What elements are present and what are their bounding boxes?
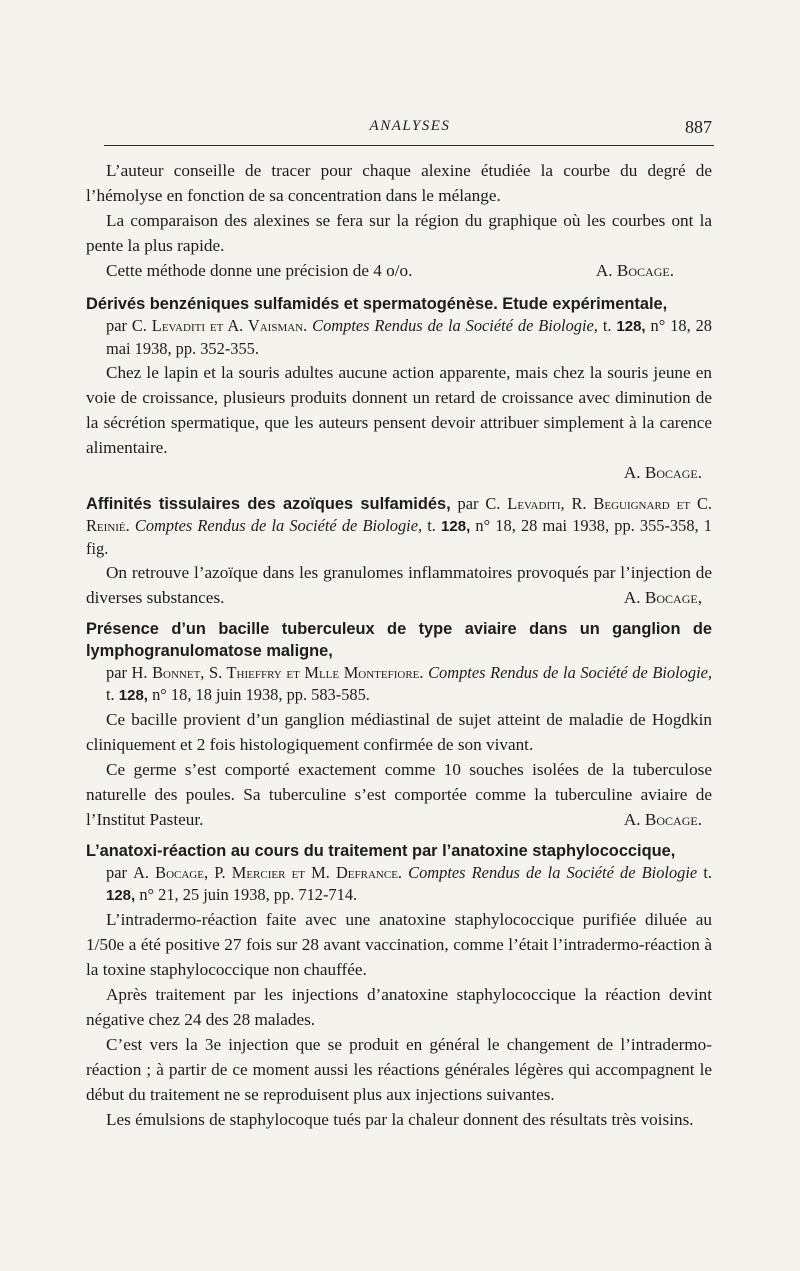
volume-prefix: t. <box>602 316 612 335</box>
article-paragraph-with-signature <box>86 757 712 832</box>
journal-name: Comptes Rendus de la Société de Biologie, <box>428 663 712 682</box>
article <box>86 293 712 485</box>
header-rule <box>104 145 714 146</box>
journal-name: Comptes Rendus de la Société de Biologie, <box>312 316 598 335</box>
article-authors: H. Bonnet, S. Thieffry et Mlle Montefiore. <box>131 663 424 682</box>
volume-prefix: t. <box>703 863 712 882</box>
ref-prefix: par <box>106 863 127 882</box>
article-paragraph: On retrouve l’azoïque dans les granulomes inflammatoires provoqués par l’injection de diverses substances. <box>86 563 712 607</box>
article-paragraph: Les émulsions de staphylocoque tués par la chaleur donnent des résultats très voisins. <box>106 1110 694 1129</box>
article-authors: C. Levaditi et A. Vaisman. <box>131 316 308 335</box>
article-authors: C. Levaditi, R. Beguignard et C. Reinié. <box>86 494 712 535</box>
volume-number: 128, <box>106 887 136 904</box>
volume-number: 128, <box>441 518 471 535</box>
intro-paragraph: La comparaison des alexines se fera sur la région du graphique où les courbes ont la pente la plus rapide. <box>86 211 712 255</box>
signature: A. Bocage. <box>595 261 674 280</box>
intro-paragraph-with-signature <box>86 258 712 283</box>
signature: A. Bocage, <box>623 588 702 607</box>
ref-prefix: par <box>106 316 127 335</box>
article-title: L’anatoxi-réaction au cours du traitement par l’anatoxine staphylococcique, <box>86 842 676 860</box>
article-title: Dérivés benzéniques sulfamidés et spermatogénèse. Etude expérimentale, <box>86 295 668 313</box>
page-content <box>86 158 712 1132</box>
article <box>86 618 712 832</box>
article-paragraph: Chez le lapin et la souris adultes aucune action apparente, mais chez la souris jeune en voie de croissance, plusieurs produits donnent un retard de croissance avec diminution de la sécrétion spermatique, que les auteurs pensent devoir attribuer simplement à la carence alimentaire. <box>86 363 712 457</box>
article <box>86 493 712 610</box>
article-reference <box>86 315 712 360</box>
reference-details: n° 21, 25 juin 1938, pp. 712-714. <box>139 885 358 904</box>
volume-number: 128, <box>616 318 646 335</box>
reference-details: n° 18, 18 juin 1938, pp. 583-585. <box>152 685 370 704</box>
volume-prefix: t. <box>427 516 436 535</box>
signature: A. Bocage. <box>623 810 702 829</box>
article-paragraph-with-signature <box>86 560 712 610</box>
page-number: 887 <box>685 117 712 137</box>
article-paragraph: L’intradermo-réaction faite avec une anatoxine staphylococcique purifiée diluée au 1/50e a été positive 27 fois sur 28 avant vaccination, comme l’était l’intradermo-réaction à la toxine staphylococcique non chauffée. <box>86 910 712 979</box>
running-title: ANALYSES <box>369 118 451 134</box>
article <box>86 840 712 1132</box>
article-paragraph: Ce bacille provient d’un ganglion médiastinal de sujet atteint de maladie de Hogdkin cliniquement et 2 fois histologiquement confirmée de son vivant. <box>86 710 712 754</box>
article-reference <box>86 662 712 707</box>
article-title: Affinités tissulaires des azoïques sulfamidés, <box>86 495 451 513</box>
intro-paragraph-text: Cette méthode donne une précision de 4 o/o. <box>106 261 413 280</box>
volume-prefix: t. <box>106 685 115 704</box>
article-reference <box>86 493 712 560</box>
intro-paragraph: L’auteur conseille de tracer pour chaque alexine étudiée la courbe du degré de l’hémolyse en fonction de sa concentration dans le mélange. <box>86 161 712 205</box>
signature: A. Bocage. <box>623 463 702 482</box>
article-reference <box>86 862 712 907</box>
journal-name: Comptes Rendus de la Société de Biologie <box>408 863 698 882</box>
article-title: Présence d’un bacille tuberculeux de type aviaire dans un ganglion de lymphogranulomatose maligne, <box>86 620 712 660</box>
article-paragraph: C’est vers la 3e injection que se produit en général le changement de l’intradermo-réaction ; à partir de ce moment aussi les réactions générales légères qui accompagnent le début du traitement ne se reproduisent plus aux injections suivantes. <box>86 1035 712 1104</box>
reference-details: n° 18, 28 mai 1938, pp. 352-355. <box>106 316 712 358</box>
article-paragraph: Après traitement par les injections d’anatoxine staphylococcique la réaction devint négative chez 24 des 28 malades. <box>86 985 712 1029</box>
volume-number: 128, <box>118 687 148 704</box>
article-paragraph: Ce germe s’est comporté exactement comme 10 souches isolées de la tuberculose naturelle des poules. Sa tuberculine s’est comportée comme la tuberculine aviaire de l’Institut Pasteur. <box>86 760 712 829</box>
ref-prefix: par <box>106 663 127 682</box>
ref-prefix: par <box>457 494 479 513</box>
running-header <box>108 118 712 140</box>
reference-details: n° 18, 28 mai 1938, pp. 355-358, 1 fig. <box>86 516 712 558</box>
article-authors: A. Bocage, P. Mercier et M. Defrance. <box>133 863 403 882</box>
journal-name: Comptes Rendus de la Société de Biologie, <box>134 516 423 535</box>
